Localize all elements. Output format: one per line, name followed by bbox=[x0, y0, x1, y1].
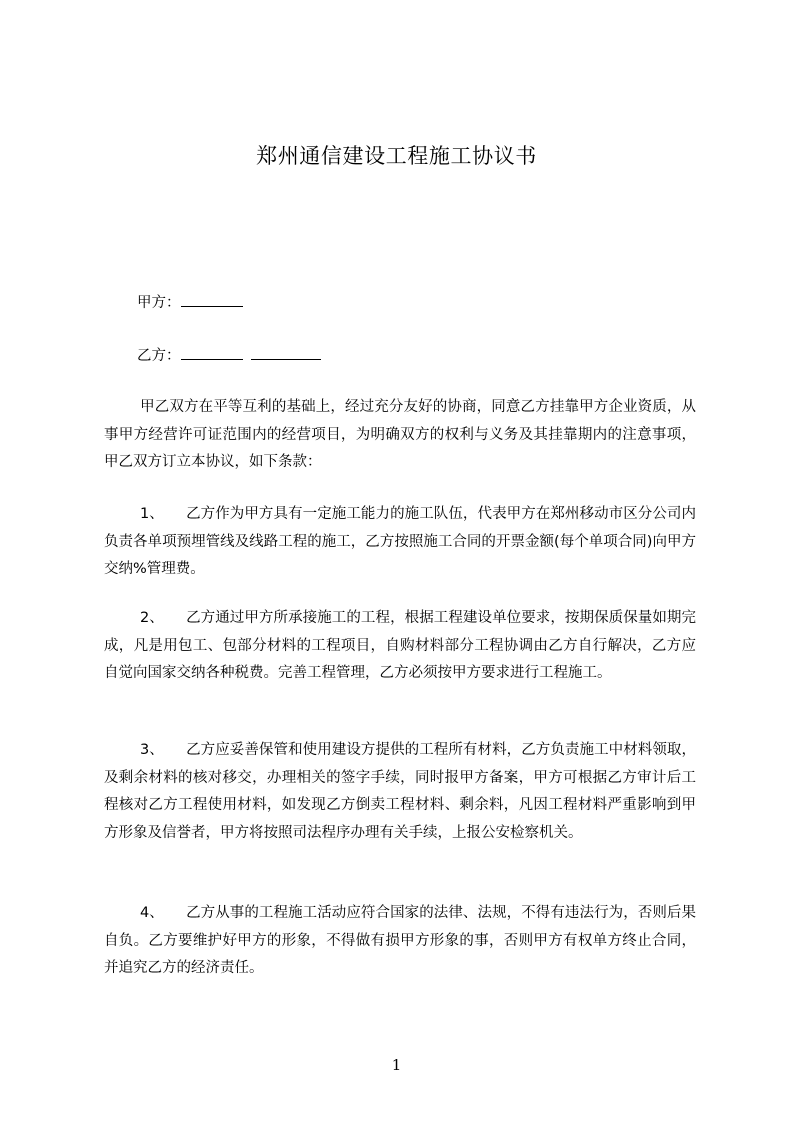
clause-text: 乙方通过甲方所承接施工的工程，根据工程建设单位要求，按期保质保量如期完成，凡是用包工、包部分材料的工程项目，自购材料部分工程协调由乙方自行解决，乙方应自觉向国家交纳各种税费。完善工程管理，乙方必须按甲方要求进行工程施工。 bbox=[104, 610, 696, 681]
party-a-label: 甲方： bbox=[137, 295, 181, 311]
clause-number: 4、 bbox=[140, 905, 164, 921]
page-number: 1 bbox=[391, 1056, 402, 1074]
clause-number: 3、 bbox=[140, 742, 164, 758]
clause-number: 1、 bbox=[140, 506, 164, 522]
intro-paragraph bbox=[104, 394, 696, 477]
clause-number: 2、 bbox=[140, 610, 164, 626]
clause-1 bbox=[104, 501, 696, 584]
party-b-label: 乙方： bbox=[137, 348, 181, 364]
party-b-blank-1 bbox=[181, 344, 243, 360]
party-b-blank-2 bbox=[251, 344, 321, 360]
clause-text: 乙方应妥善保管和使用建设方提供的工程所有材料，乙方负责施工中材料领取，及剩余材料的核对移交，办理相关的签字手续，同时报甲方备案，甲方可根据乙方审计后工程核对乙方工程使用材料，如发现乙方倒卖工程材料、剩余料，凡因工程材料严重影响到甲方形象及信誉者，甲方将按照司法程序办理有关手续，上报公安检察机关。 bbox=[104, 742, 696, 841]
clause-text: 乙方作为甲方具有一定施工能力的施工队伍，代表甲方在郑州移动市区分公司内负责各单项预埋管线及线路工程的施工，乙方按照施工合同的开票金额(每个单项合同)向甲方交纳%管理费。 bbox=[104, 506, 696, 577]
party-a-line bbox=[137, 291, 243, 313]
clause-3 bbox=[104, 737, 696, 847]
intro-text: 甲乙双方在平等互利的基础上，经过充分友好的协商，同意乙方挂靠甲方企业资质，从事甲方经营许可证范围内的经营项目，为明确双方的权利与义务及其挂靠期内的注意事项，甲乙双方订立本协议，如下条款： bbox=[104, 399, 696, 470]
party-b-line bbox=[137, 344, 321, 366]
clause-2 bbox=[104, 605, 696, 688]
clause-4 bbox=[104, 900, 696, 983]
document-title: 郑州通信建设工程施工协议书 bbox=[256, 144, 537, 168]
party-a-blank bbox=[181, 291, 243, 307]
clause-text: 乙方从事的工程施工活动应符合国家的法律、法规，不得有违法行为，否则后果自负。乙方要维护好甲方的形象，不得做有损甲方形象的事，否则甲方有权单方终止合同，并追究乙方的经济责任。 bbox=[104, 905, 696, 976]
